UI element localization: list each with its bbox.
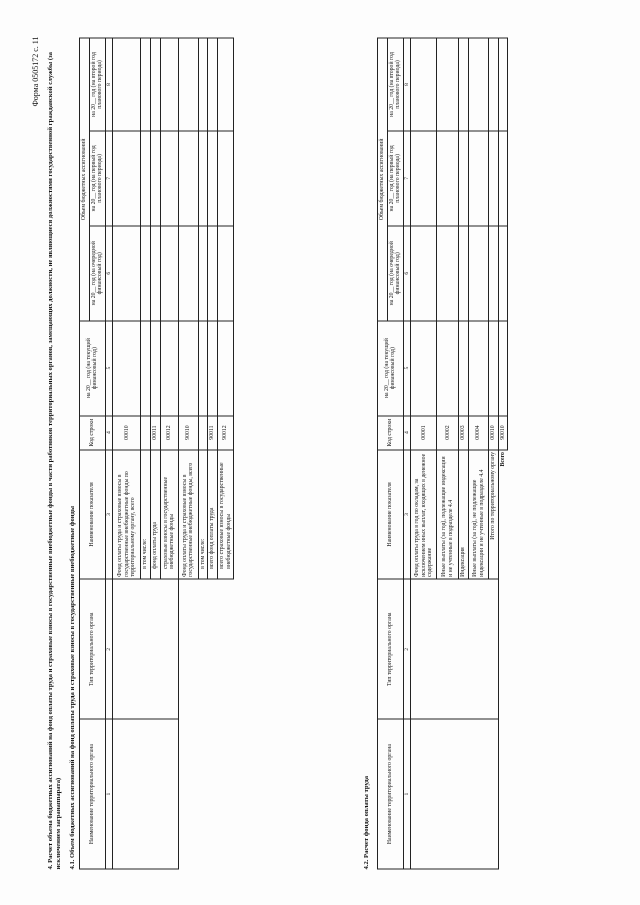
- row-code: [141, 415, 151, 449]
- header-territorial-body: Наименование территориального органа: [80, 719, 106, 869]
- value-cell[interactable]: [198, 38, 208, 131]
- value-cell[interactable]: [411, 38, 437, 131]
- value-cell[interactable]: [141, 225, 151, 320]
- row-code: 90012: [218, 415, 234, 449]
- row-code: 00010: [489, 415, 499, 449]
- value-cell[interactable]: [469, 320, 489, 415]
- header-allocation-group: Объем бюджетных ассигнований: [378, 38, 388, 321]
- row-code: 00002: [437, 415, 459, 449]
- row-label: Иные выплаты (за год), подлежащие индексации и не учтенные в подразделе 4.4: [437, 449, 459, 579]
- row-label: Итого по территориальному органу: [489, 449, 499, 579]
- value-cell[interactable]: [489, 130, 499, 225]
- table-row: [208, 38, 218, 869]
- value-cell[interactable]: [208, 38, 218, 131]
- value-cell[interactable]: [459, 225, 469, 320]
- body-type-cell[interactable]: [113, 579, 178, 719]
- row-label: фонд оплаты труда: [151, 449, 161, 579]
- value-cell[interactable]: [141, 320, 151, 415]
- header-indicator: Наименование показателя: [378, 449, 404, 579]
- header-plan-year2: на 20__ год (на второй год планового периода): [89, 38, 105, 131]
- value-cell[interactable]: [218, 38, 234, 131]
- header-indicator: Наименование показателя: [80, 449, 106, 579]
- row-code: 90010: [178, 415, 198, 449]
- value-cell[interactable]: [113, 130, 141, 225]
- row-code: 00012: [160, 415, 178, 449]
- value-cell[interactable]: [160, 320, 178, 415]
- header-next-year: на 20__ год (на очередной финансовый год): [89, 225, 105, 320]
- value-cell[interactable]: [208, 320, 218, 415]
- rotated-form: [25, 30, 615, 875]
- value-cell[interactable]: [151, 130, 161, 225]
- value-cell[interactable]: [160, 225, 178, 320]
- form-number: Форма 0505172 с. 11: [31, 36, 40, 107]
- row-code: [198, 415, 208, 449]
- row-code: 00010: [113, 415, 141, 449]
- column-numbers-row: 1 2 3 4 5 6 7 8: [105, 38, 112, 869]
- value-cell[interactable]: [178, 38, 198, 131]
- value-cell[interactable]: [198, 320, 208, 415]
- header-plan-year2: на 20__ год (на второй год планового периода): [387, 38, 403, 131]
- value-cell[interactable]: [498, 130, 508, 225]
- territorial-body-cell[interactable]: [411, 719, 498, 869]
- value-cell[interactable]: [411, 225, 437, 320]
- value-cell[interactable]: [218, 320, 234, 415]
- table-row: [411, 38, 437, 869]
- value-cell[interactable]: [411, 130, 437, 225]
- header-territorial-body: Наименование территориального органа: [378, 719, 404, 869]
- value-cell[interactable]: [498, 38, 508, 131]
- value-cell[interactable]: [113, 320, 141, 415]
- section1-title: 4.1. Объем бюджетных ассигнований на фонд оплаты труда и страховые взносы в государственные внебюджетные фонды: [69, 505, 76, 869]
- column-numbers-row: 1 2 3 4 5 6 7 8: [403, 38, 410, 869]
- table-budget-allocation: [79, 37, 234, 869]
- header-current-year: на 20__ год (на текущий финансовый год): [80, 320, 106, 415]
- total-row: [498, 38, 508, 869]
- value-cell[interactable]: [459, 38, 469, 131]
- value-cell[interactable]: [489, 38, 499, 131]
- header-plan-year1: на 20__ год (на первый год планового периода): [89, 130, 105, 225]
- row-label: всего фонд оплаты труда: [208, 449, 218, 579]
- value-cell[interactable]: [151, 225, 161, 320]
- row-label: всего страховые взносы в государственные внебюджетные фонды: [218, 449, 234, 579]
- value-cell[interactable]: [459, 320, 469, 415]
- value-cell[interactable]: [160, 38, 178, 131]
- value-cell[interactable]: [198, 225, 208, 320]
- value-cell[interactable]: [489, 225, 499, 320]
- value-cell[interactable]: [178, 225, 198, 320]
- row-code: 00011: [151, 415, 161, 449]
- row-label: страховые взносы в государственные внебюджетные фонды: [160, 449, 178, 579]
- table-row: [198, 38, 208, 869]
- section2-title: 4.2. Расчет фонда оплаты труда: [363, 775, 370, 869]
- row-label: Фонд оплаты труда и страховые взносы в государственные внебюджетные фонды, всего: [178, 449, 198, 579]
- row-label: в том числе:: [198, 449, 208, 579]
- header-body-type: Тип территориального органа: [378, 579, 404, 719]
- value-cell[interactable]: [469, 225, 489, 320]
- total-code: 90010: [498, 415, 508, 449]
- table-row: [178, 38, 198, 869]
- value-cell[interactable]: [208, 225, 218, 320]
- value-cell[interactable]: [160, 130, 178, 225]
- value-cell[interactable]: [151, 320, 161, 415]
- value-cell[interactable]: [437, 130, 459, 225]
- row-label: в том числе:: [141, 449, 151, 579]
- total-label: Всего: [499, 451, 506, 467]
- value-cell[interactable]: [469, 130, 489, 225]
- value-cell[interactable]: [178, 320, 198, 415]
- value-cell[interactable]: [498, 225, 508, 320]
- header-allocation-group: Объем бюджетных ассигнований: [80, 38, 90, 321]
- header-row-code: Код строки: [378, 415, 404, 449]
- header-row-code: Код строки: [80, 415, 106, 449]
- row-label: Фонд оплаты труда и страховые взносы в государственные внебюджетные фонды по территориальному органу, всего: [113, 449, 141, 579]
- body-type-cell[interactable]: [411, 579, 498, 719]
- value-cell[interactable]: [469, 38, 489, 131]
- header-next-year: на 20__ год (на очередной финансовый год): [387, 225, 403, 320]
- section-heading: 4. Расчет объема бюджетных ассигнований на фонд оплаты труда и страховые взносы в государственные внебюджетные фонды в части работников территориальных органов, замещающих должности, не являющиеся должностями государственной гражданской службы (за исключением загранаппарата): [47, 51, 63, 869]
- value-cell[interactable]: [113, 38, 141, 131]
- table-row: [218, 38, 234, 869]
- value-cell[interactable]: [459, 130, 469, 225]
- row-code: 00003: [459, 415, 469, 449]
- territorial-body-cell[interactable]: [113, 719, 178, 869]
- value-cell[interactable]: [489, 320, 499, 415]
- value-cell[interactable]: [141, 130, 151, 225]
- row-code: 00004: [469, 415, 489, 449]
- value-cell[interactable]: [218, 130, 234, 225]
- value-cell[interactable]: [437, 38, 459, 131]
- value-cell[interactable]: [208, 130, 218, 225]
- row-code: 90011: [208, 415, 218, 449]
- value-cell[interactable]: [178, 130, 198, 225]
- header-plan-year1: на 20__ год (на первый год планового периода): [387, 130, 403, 225]
- value-cell[interactable]: [113, 225, 141, 320]
- value-cell[interactable]: [411, 320, 437, 415]
- value-cell[interactable]: [498, 320, 508, 415]
- value-cell[interactable]: [218, 225, 234, 320]
- row-code: 00001: [411, 415, 437, 449]
- value-cell[interactable]: [198, 130, 208, 225]
- value-cell[interactable]: [141, 38, 151, 131]
- header-current-year: на 20__ год (на текущий финансовый год): [378, 320, 404, 415]
- value-cell[interactable]: [151, 38, 161, 131]
- header-body-type: Тип территориального органа: [80, 579, 106, 719]
- table-payroll-fund: [377, 37, 508, 869]
- table-row: [113, 38, 141, 869]
- row-label: Иные выплаты (за год), не подлежащие индексации и не учтенные в подразделе 4.4: [469, 449, 489, 579]
- row-label: Фонд оплаты труда в год по окладам, за исключением иных выплат, входящих в денежное содержание: [411, 449, 437, 579]
- value-cell[interactable]: [437, 225, 459, 320]
- value-cell[interactable]: [437, 320, 459, 415]
- row-label: Индексация: [459, 449, 469, 579]
